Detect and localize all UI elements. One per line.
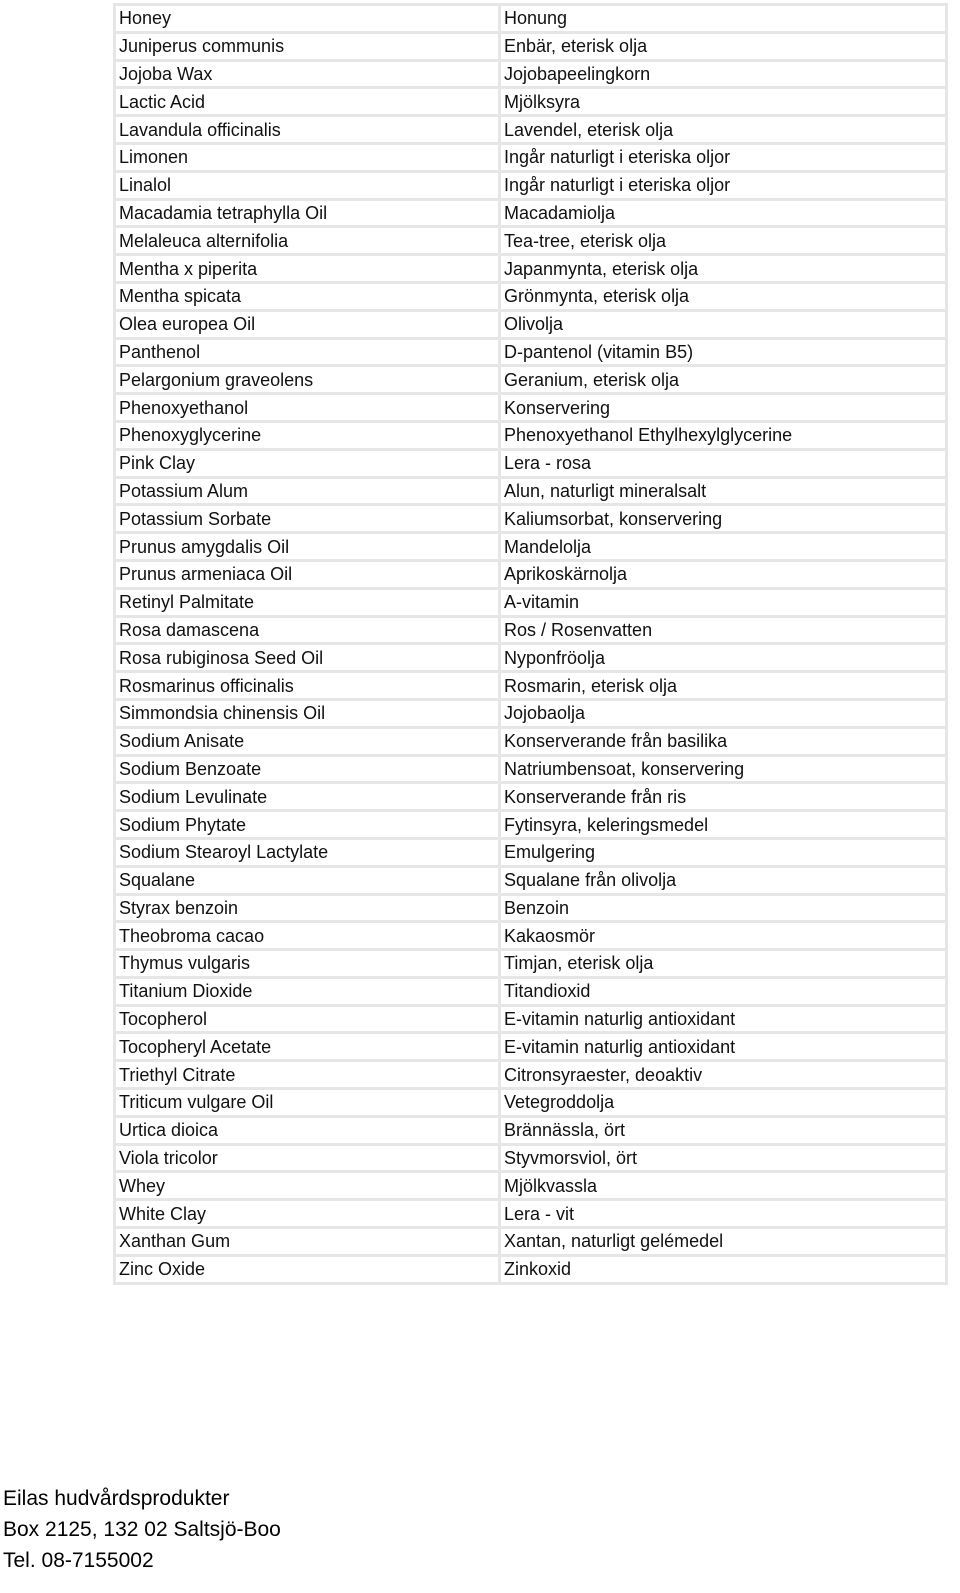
table-row — [115, 866, 947, 894]
inci-name-cell: Olea europea Oil — [115, 310, 500, 338]
table-row — [115, 588, 947, 616]
inci-name-cell: Lactic Acid — [115, 88, 500, 116]
swedish-name-cell: Styvmorsviol, ört — [500, 1144, 947, 1172]
inci-name-cell: Phenoxyethanol — [115, 394, 500, 422]
swedish-name-cell: Lavendel, eterisk olja — [500, 116, 947, 144]
table-row — [115, 1144, 947, 1172]
swedish-name-cell: Japanmynta, eterisk olja — [500, 255, 947, 283]
inci-name-cell: Mentha spicata — [115, 282, 500, 310]
swedish-name-cell: Brännässla, ört — [500, 1116, 947, 1144]
swedish-name-cell: Ingår naturligt i eteriska oljor — [500, 143, 947, 171]
table-row — [115, 533, 947, 561]
swedish-name-cell: Geranium, eterisk olja — [500, 366, 947, 394]
table-row — [115, 310, 947, 338]
swedish-name-cell: Lera - vit — [500, 1200, 947, 1228]
swedish-name-cell: Kakaosmör — [500, 922, 947, 950]
ingredient-table-container — [113, 3, 942, 1285]
swedish-name-cell: Jojobapeelingkorn — [500, 60, 947, 88]
table-row — [115, 616, 947, 644]
table-row — [115, 477, 947, 505]
table-row — [115, 1228, 947, 1256]
swedish-name-cell: Benzoin — [500, 894, 947, 922]
inci-name-cell: Viola tricolor — [115, 1144, 500, 1172]
swedish-name-cell: Xantan, naturligt gelémedel — [500, 1228, 947, 1256]
table-row — [115, 977, 947, 1005]
inci-name-cell: Phenoxyglycerine — [115, 421, 500, 449]
swedish-name-cell: Aprikoskärnolja — [500, 560, 947, 588]
table-row — [115, 338, 947, 366]
table-row — [115, 60, 947, 88]
swedish-name-cell: Vetegroddolja — [500, 1089, 947, 1117]
inci-name-cell: Titanium Dioxide — [115, 977, 500, 1005]
footer-contact — [3, 1483, 281, 1576]
table-row — [115, 394, 947, 422]
swedish-name-cell: Citronsyraester, deoaktiv — [500, 1061, 947, 1089]
table-row — [115, 699, 947, 727]
company-phone: Tel. 08-7155002 — [3, 1549, 154, 1572]
inci-name-cell: Rosa damascena — [115, 616, 500, 644]
inci-name-cell: Theobroma cacao — [115, 922, 500, 950]
swedish-name-cell: E-vitamin naturlig antioxidant — [500, 1005, 947, 1033]
swedish-name-cell: Ros / Rosenvatten — [500, 616, 947, 644]
table-row — [115, 672, 947, 700]
inci-name-cell: Prunus armeniaca Oil — [115, 560, 500, 588]
table-row — [115, 1061, 947, 1089]
table-row — [115, 88, 947, 116]
swedish-name-cell: Enbär, eterisk olja — [500, 32, 947, 60]
table-row — [115, 505, 947, 533]
ingredient-rows — [115, 5, 947, 1284]
table-row — [115, 894, 947, 922]
inci-name-cell: Tocopheryl Acetate — [115, 1033, 500, 1061]
inci-name-cell: Lavandula officinalis — [115, 116, 500, 144]
company-name: Eilas hudvårdsprodukter — [3, 1487, 230, 1510]
inci-name-cell: Juniperus communis — [115, 32, 500, 60]
inci-name-cell: Mentha x piperita — [115, 255, 500, 283]
table-row — [115, 5, 947, 33]
table-row — [115, 143, 947, 171]
inci-name-cell: Jojoba Wax — [115, 60, 500, 88]
table-row — [115, 1033, 947, 1061]
inci-name-cell: Triticum vulgare Oil — [115, 1089, 500, 1117]
table-row — [115, 32, 947, 60]
swedish-name-cell: Grönmynta, eterisk olja — [500, 282, 947, 310]
inci-name-cell: Retinyl Palmitate — [115, 588, 500, 616]
table-row — [115, 449, 947, 477]
inci-name-cell: Linalol — [115, 171, 500, 199]
inci-name-cell: Pink Clay — [115, 449, 500, 477]
table-row — [115, 1172, 947, 1200]
swedish-name-cell: Honung — [500, 5, 947, 33]
swedish-name-cell: D-pantenol (vitamin B5) — [500, 338, 947, 366]
table-row — [115, 282, 947, 310]
inci-name-cell: Styrax benzoin — [115, 894, 500, 922]
inci-name-cell: Zinc Oxide — [115, 1255, 500, 1283]
inci-name-cell: Pelargonium graveolens — [115, 366, 500, 394]
inci-name-cell: White Clay — [115, 1200, 500, 1228]
inci-name-cell: Triethyl Citrate — [115, 1061, 500, 1089]
table-row — [115, 1255, 947, 1283]
inci-name-cell: Honey — [115, 5, 500, 33]
table-row — [115, 227, 947, 255]
inci-name-cell: Squalane — [115, 866, 500, 894]
swedish-name-cell: Olivolja — [500, 310, 947, 338]
swedish-name-cell: Alun, naturligt mineralsalt — [500, 477, 947, 505]
ingredient-table — [113, 3, 948, 1285]
swedish-name-cell: E-vitamin naturlig antioxidant — [500, 1033, 947, 1061]
swedish-name-cell: Mandelolja — [500, 533, 947, 561]
swedish-name-cell: Macadamiolja — [500, 199, 947, 227]
swedish-name-cell: Natriumbensoat, konservering — [500, 755, 947, 783]
swedish-name-cell: Emulgering — [500, 838, 947, 866]
inci-name-cell: Panthenol — [115, 338, 500, 366]
table-row — [115, 922, 947, 950]
inci-name-cell: Whey — [115, 1172, 500, 1200]
swedish-name-cell: Zinkoxid — [500, 1255, 947, 1283]
inci-name-cell: Sodium Benzoate — [115, 755, 500, 783]
table-row — [115, 811, 947, 839]
inci-name-cell: Rosa rubiginosa Seed Oil — [115, 644, 500, 672]
swedish-name-cell: Phenoxyethanol Ethylhexylglycerine — [500, 421, 947, 449]
company-address: Box 2125, 132 02 Saltsjö-Boo — [3, 1518, 281, 1541]
swedish-name-cell: Konservering — [500, 394, 947, 422]
table-row — [115, 1116, 947, 1144]
table-row — [115, 255, 947, 283]
inci-name-cell: Tocopherol — [115, 1005, 500, 1033]
inci-name-cell: Melaleuca alternifolia — [115, 227, 500, 255]
swedish-name-cell: Fytinsyra, keleringsmedel — [500, 811, 947, 839]
inci-name-cell: Sodium Anisate — [115, 727, 500, 755]
swedish-name-cell: Squalane från olivolja — [500, 866, 947, 894]
table-row — [115, 727, 947, 755]
swedish-name-cell: Mjölkvassla — [500, 1172, 947, 1200]
inci-name-cell: Sodium Phytate — [115, 811, 500, 839]
table-row — [115, 644, 947, 672]
table-row — [115, 783, 947, 811]
table-row — [115, 1089, 947, 1117]
inci-name-cell: Prunus amygdalis Oil — [115, 533, 500, 561]
swedish-name-cell: Rosmarin, eterisk olja — [500, 672, 947, 700]
table-row — [115, 421, 947, 449]
swedish-name-cell: Konserverande från ris — [500, 783, 947, 811]
swedish-name-cell: Tea-tree, eterisk olja — [500, 227, 947, 255]
swedish-name-cell: Nyponfröolja — [500, 644, 947, 672]
inci-name-cell: Urtica dioica — [115, 1116, 500, 1144]
table-row — [115, 1005, 947, 1033]
swedish-name-cell: Ingår naturligt i eteriska oljor — [500, 171, 947, 199]
table-row — [115, 838, 947, 866]
swedish-name-cell: A-vitamin — [500, 588, 947, 616]
swedish-name-cell: Jojobaolja — [500, 699, 947, 727]
swedish-name-cell: Konserverande från basilika — [500, 727, 947, 755]
swedish-name-cell: Titandioxid — [500, 977, 947, 1005]
inci-name-cell: Thymus vulgaris — [115, 950, 500, 978]
table-row — [115, 171, 947, 199]
table-row — [115, 116, 947, 144]
table-row — [115, 1200, 947, 1228]
table-row — [115, 560, 947, 588]
inci-name-cell: Simmondsia chinensis Oil — [115, 699, 500, 727]
table-row — [115, 950, 947, 978]
swedish-name-cell: Mjölksyra — [500, 88, 947, 116]
inci-name-cell: Potassium Alum — [115, 477, 500, 505]
inci-name-cell: Sodium Levulinate — [115, 783, 500, 811]
swedish-name-cell: Timjan, eterisk olja — [500, 950, 947, 978]
table-row — [115, 755, 947, 783]
inci-name-cell: Limonen — [115, 143, 500, 171]
table-row — [115, 366, 947, 394]
inci-name-cell: Potassium Sorbate — [115, 505, 500, 533]
swedish-name-cell: Lera - rosa — [500, 449, 947, 477]
inci-name-cell: Rosmarinus officinalis — [115, 672, 500, 700]
swedish-name-cell: Kaliumsorbat, konservering — [500, 505, 947, 533]
table-row — [115, 199, 947, 227]
inci-name-cell: Xanthan Gum — [115, 1228, 500, 1256]
inci-name-cell: Sodium Stearoyl Lactylate — [115, 838, 500, 866]
inci-name-cell: Macadamia tetraphylla Oil — [115, 199, 500, 227]
